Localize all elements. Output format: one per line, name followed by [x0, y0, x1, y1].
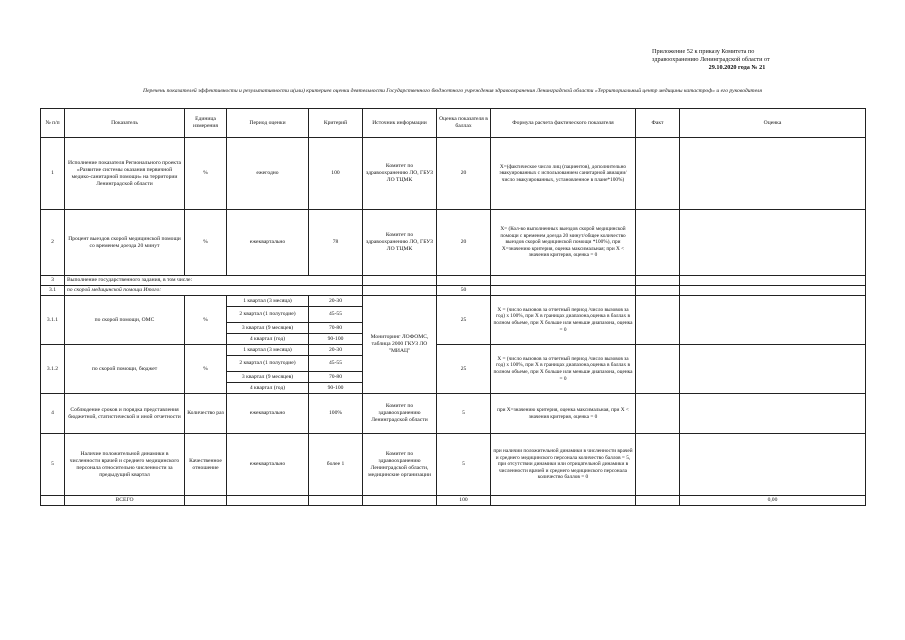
col-header-period: Период оценки — [227, 109, 309, 138]
table-row — [41, 345, 866, 356]
row-3-1-1-criterion-q3: 70-80 — [309, 323, 363, 334]
row-5-unit: Качественное отношение — [185, 434, 227, 496]
row-1-fact — [636, 138, 680, 210]
total-source — [363, 496, 437, 506]
row-2-period: ежеквартально — [227, 210, 309, 276]
col-header-indicator: Показатель — [65, 109, 185, 138]
row-5-evaluation — [680, 434, 866, 496]
row-1-period: ежегодно — [227, 138, 309, 210]
row-3-1-1-fact — [636, 296, 680, 345]
table-row — [41, 210, 866, 276]
row-3-1-num: 3.1 — [41, 286, 65, 296]
row-2-num: 2 — [41, 210, 65, 276]
row-5-period: ежеквартально — [227, 434, 309, 496]
order-reference-date: 29.10.2020 года № 21 — [708, 64, 766, 71]
row-3-1-evaluation — [680, 286, 866, 296]
col-header-unit: Единица измерения — [185, 109, 227, 138]
row-3-text: Выполнение государственного задания, в том числе: — [65, 276, 363, 286]
row-1-evaluation — [680, 138, 866, 210]
row-4-indicator: Соблюдение сроков и порядка представления бюджетной, статистической и иной отчетности — [65, 394, 185, 434]
row-4-period: ежеквартально — [227, 394, 309, 434]
total-formula — [491, 496, 636, 506]
row-3-1-2-period-q4: 4 квартал (год) — [227, 383, 309, 394]
row-3-1-fact — [636, 286, 680, 296]
row-3-1-1-period-q1: 1 квартал (3 месяца) — [227, 296, 309, 307]
row-3-1-score: 50 — [437, 286, 491, 296]
row-2-score: 20 — [437, 210, 491, 276]
row-3-1-2-num: 3.1.2 — [41, 345, 65, 394]
row-5-fact — [636, 434, 680, 496]
row-4-evaluation — [680, 394, 866, 434]
criteria-table — [40, 108, 866, 506]
order-reference-line-2: здравоохранению Ленинградской области от — [652, 56, 770, 63]
row-1-formula: Х=(фактическое число лиц (пациентов), дополнительно эвакуированных с использованием санитарной авиации/ число эвакуированных, установленное в плане*100%) — [491, 138, 636, 210]
row-3-1-2-criterion-q4: 90-100 — [309, 383, 363, 394]
row-3-1-2-unit: % — [185, 345, 227, 394]
total-score: 100 — [437, 496, 491, 506]
total-label: ВСЕГО — [65, 496, 185, 506]
row-4-score: 5 — [437, 394, 491, 434]
row-2-unit: % — [185, 210, 227, 276]
total-fact — [636, 496, 680, 506]
row-5-source: Комитет по здравоохранению Ленинградской области, медицинские организации — [363, 434, 437, 496]
row-1-indicator: Исполнение показателя Регионального проекта «Развитие системы оказания первичной медико-санитарной помощи» на территории Ленинградской области — [65, 138, 185, 210]
order-reference-line-1: Приложение 52 к приказу Комитета по — [652, 48, 755, 55]
row-3-1-1-formula: Х = (число вызовов за отчетный период /число вызовов за год) х 100%, при Х в границах диапазона,оценка в баллах в полном объеме, при Х больше или меньше диапазона, оценка = 0 — [491, 296, 636, 345]
table-row — [41, 138, 866, 210]
row-3-1-2-criterion-q1: 20-30 — [309, 345, 363, 356]
col-header-fact: Факт — [636, 109, 680, 138]
col-header-source: Источник информации — [363, 109, 437, 138]
row-3-fact — [636, 276, 680, 286]
row-2-source: Комитет по здравоохранению ЛО, ГБУЗ ЛО ТЦМК — [363, 210, 437, 276]
row-5-num: 5 — [41, 434, 65, 496]
table-row — [41, 286, 866, 296]
row-3-1-1-criterion-q2: 45-55 — [309, 307, 363, 323]
row-5-criterion: более 1 — [309, 434, 363, 496]
row-1-num: 1 — [41, 138, 65, 210]
row-5-score: 5 — [437, 434, 491, 496]
total-criterion — [309, 496, 363, 506]
col-header-formula: Формула расчета фактического показателя — [491, 109, 636, 138]
col-header-evaluation: Оценка — [680, 109, 866, 138]
row-3-1-1-num: 3.1.1 — [41, 296, 65, 345]
row-2-criterion: 78 — [309, 210, 363, 276]
document-title: Перечень показателей эффективности и результативности и(или) критериев оценки деятельности Государственного бюджетного учреждения здравоохранения Ленинградской области «Территориальный центр медицины катастроф» и его руководителя — [143, 88, 762, 94]
row-4-unit: Количество раз — [185, 394, 227, 434]
row-3-1-2-indicator: по скорой помощи, бюджет — [65, 345, 185, 394]
row-3-1-1-period-q3: 3 квартал (9 месяцев) — [227, 323, 309, 334]
row-3-1-1-criterion-q4: 90-100 — [309, 334, 363, 345]
row-3-1-text: по скорой медицинской помощи Итого: — [65, 286, 363, 296]
row-3-1-2-criterion-q2: 45-55 — [309, 356, 363, 372]
row-3-1-2-fact — [636, 345, 680, 394]
row-2-indicator: Процент выездов скорой медицинской помощи со временем доезда 20 минут — [65, 210, 185, 276]
col-header-num: № п/п — [41, 109, 65, 138]
total-num — [41, 496, 65, 506]
row-4-num: 4 — [41, 394, 65, 434]
row-5-indicator: Наличие положительной динамики в численности врачей и среднего медицинского персонала относительно численности за предыдущий квартал — [65, 434, 185, 496]
row-3-1-2-score: 25 — [437, 345, 491, 394]
row-3-1-formula — [491, 286, 636, 296]
col-header-score: Оценка показателя в баллах — [437, 109, 491, 138]
row-2-evaluation — [680, 210, 866, 276]
row-3-1-1-period-q4: 4 квартал (год) — [227, 334, 309, 345]
row-1-criterion: 100 — [309, 138, 363, 210]
row-2-fact — [636, 210, 680, 276]
col-header-criterion: Критерий — [309, 109, 363, 138]
row-3-1-2-period-q1: 1 квартал (3 месяца) — [227, 345, 309, 356]
shared-source: Мониторинг ЛОФОМС, таблица 2000 ГКУЗ ЛО "МИАЦ" — [363, 296, 437, 394]
row-4-criterion: 100% — [309, 394, 363, 434]
row-1-unit: % — [185, 138, 227, 210]
row-3-source — [363, 276, 437, 286]
row-3-1-2-period-q2: 2 квартал (1 полугодие) — [227, 356, 309, 372]
row-3-1-1-indicator: по скорой помощи, ОМС — [65, 296, 185, 345]
row-3-evaluation — [680, 276, 866, 286]
table-row — [41, 434, 866, 496]
row-3-1-1-unit: % — [185, 296, 227, 345]
total-period — [227, 496, 309, 506]
total-row — [41, 496, 866, 506]
row-3-formula — [491, 276, 636, 286]
row-3-1-2-evaluation — [680, 345, 866, 394]
row-3-1-source — [363, 286, 437, 296]
row-3-score — [437, 276, 491, 286]
total-evaluation: 0,00 — [680, 496, 866, 506]
row-2-formula: Х= (Кол-во выполненных выездов скорой медицинской помощи с временем доезда 20 минут/общее количество выездов скорой медицинской помощи *100%), при Х=значению критерия, оценка максимальная; при Х < значения критерия, оценка = 0 — [491, 210, 636, 276]
row-3-num: 3 — [41, 276, 65, 286]
row-3-1-2-formula: Х = (число вызовов за отчетный период /число вызовов за год) х 100%, при Х в границах диапазона,оценка в баллах в полном объеме, при Х больше или меньше диапазона, оценка = 0 — [491, 345, 636, 394]
row-1-source: Комитет по здравоохранению ЛО, ГБУЗ ЛО ТЦМК — [363, 138, 437, 210]
table-row — [41, 394, 866, 434]
table-header-row — [41, 109, 866, 138]
row-3-1-2-period-q3: 3 квартал (9 месяцев) — [227, 372, 309, 383]
row-3-1-1-evaluation — [680, 296, 866, 345]
order-reference — [652, 48, 822, 72]
row-4-source: Комитет по здравоохранению Ленинградской области — [363, 394, 437, 434]
table-row — [41, 296, 866, 307]
row-1-score: 20 — [437, 138, 491, 210]
row-4-formula: при Х=значению критерия, оценка максимальная, при Х < значения критерия, оценка = 0 — [491, 394, 636, 434]
row-3-1-1-period-q2: 2 квартал (1 полугодие) — [227, 307, 309, 323]
table-row — [41, 276, 866, 286]
row-4-fact — [636, 394, 680, 434]
total-unit — [185, 496, 227, 506]
row-3-1-2-criterion-q3: 70-80 — [309, 372, 363, 383]
row-3-1-1-criterion-q1: 20-30 — [309, 296, 363, 307]
row-5-formula: при наличии положительной динамики в численности врачей и среднего медицинского персонала количество баллов = 5, при отсутствии динамики или отрицательной динамики в численности врачей и среднего медицинского персонала количество баллов = 0 — [491, 434, 636, 496]
row-3-1-1-score: 25 — [437, 296, 491, 345]
